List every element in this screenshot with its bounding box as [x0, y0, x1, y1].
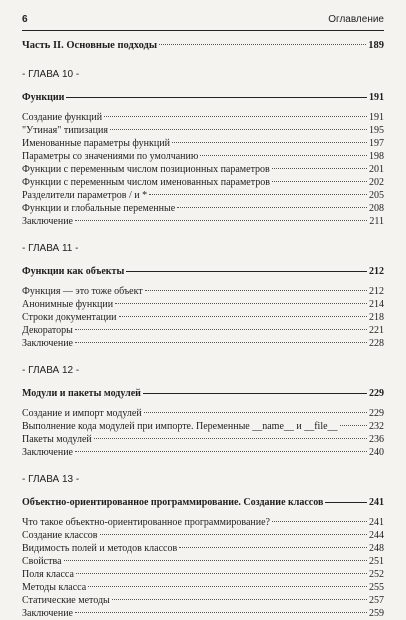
- chapter-label-12: - ГЛАВА 12 -: [22, 365, 80, 376]
- toc-entry: Разделители параметров / и * 205: [22, 190, 384, 201]
- toc-entry: Функции и глобальные переменные 208: [22, 203, 384, 214]
- toc-entry: Создание функций 191: [22, 112, 384, 123]
- chapter-label-10: - ГЛАВА 10 -: [22, 69, 80, 80]
- chapter-label-11: - ГЛАВА 11 -: [22, 243, 79, 254]
- chapter-title-12: Модули и пакеты модулей 229: [22, 388, 384, 399]
- toc-entry: Строки документации 218: [22, 312, 384, 323]
- toc-entry: Статические методы 257: [22, 595, 384, 606]
- toc-entry: Свойства 251: [22, 556, 384, 567]
- toc-entry: Заключение 228: [22, 338, 384, 349]
- chapter-title-11: Функции как объекты 212: [22, 266, 384, 277]
- toc-entry: "Утиная" типизация 195: [22, 125, 384, 136]
- toc-entry: Именованные параметры функций 197: [22, 138, 384, 149]
- toc-entry: Функции с переменным числом позиционных параметров 201: [22, 164, 384, 175]
- toc-entry: Видимость полей и методов классов 248: [22, 543, 384, 554]
- toc-entry: Поля класса 252: [22, 569, 384, 580]
- toc-entry: Заключение 259: [22, 608, 384, 619]
- toc-entry: Заключение 240: [22, 447, 384, 458]
- toc-entry: Создание и импорт модулей 229: [22, 408, 384, 419]
- table-of-contents: [22, 40, 384, 620]
- toc-entry: Что такое объектно-ориентированное программирование? 241: [22, 517, 384, 528]
- chapter-label-13: - ГЛАВА 13 -: [22, 474, 80, 485]
- toc-entry: Функция — это тоже объект 212: [22, 286, 384, 297]
- page-header: [22, 12, 384, 31]
- chapter-title-10: Функции 191: [22, 92, 384, 103]
- toc-entry: Заключение 211: [22, 216, 384, 227]
- part-heading: Часть II. Основные подходы 189: [22, 40, 384, 51]
- toc-entry: Создание классов 244: [22, 530, 384, 541]
- toc-entry: Выполнение кода модулей при импорте. Переменные __name__ и __file__ 232: [22, 421, 384, 432]
- toc-entry: Пакеты модулей 236: [22, 434, 384, 445]
- running-title: Оглавление: [328, 14, 384, 25]
- page-number: 6: [22, 14, 28, 25]
- toc-entry: Параметры со значениями по умолчанию 198: [22, 151, 384, 162]
- toc-entry: Методы класса 255: [22, 582, 384, 593]
- toc-entry: Функции с переменным числом именованных параметров 202: [22, 177, 384, 188]
- chapter-title-13: Объектно-ориентированное программирование. Создание классов 241: [22, 497, 384, 508]
- toc-entry: Анонимные функции 214: [22, 299, 384, 310]
- toc-entry: Декораторы 221: [22, 325, 384, 336]
